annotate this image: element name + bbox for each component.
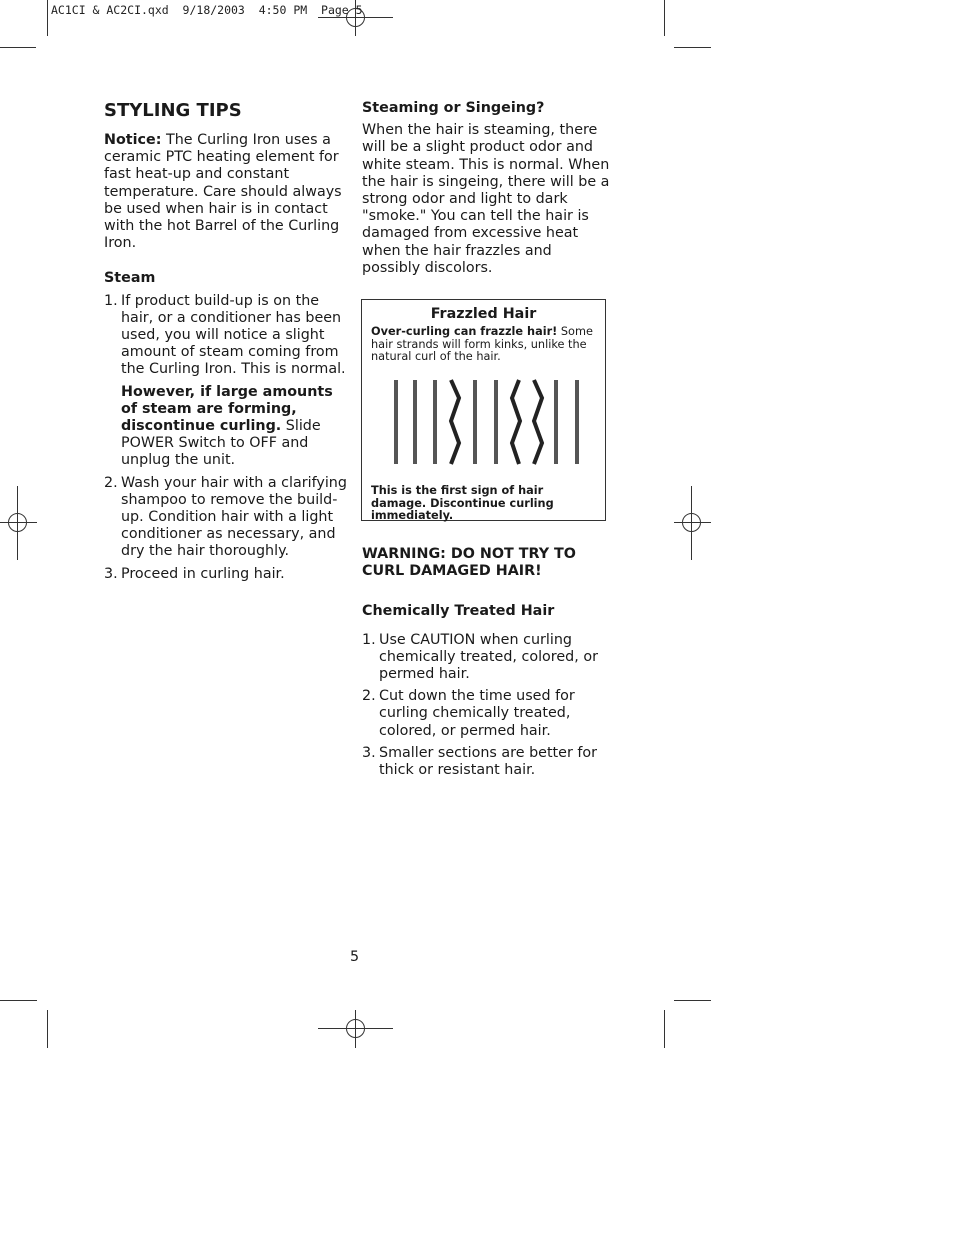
box-title: Frazzled Hair [430,306,537,322]
notice-label: Notice: [104,132,162,148]
item-text: Wash your hair with a clarifying shampoo to remove the build-up. Condition hair with a light conditioner as necessary, and dry the hair thoroughly. [121,474,347,560]
item-text: Smaller sections are better for thick or resistant hair. [379,744,598,779]
caution-rest: Slide POWER Switch to OFF and unplug the unit. [121,418,321,469]
box-intro-rest: Some hair strands will form kinks, unlike the natural curl of the hair. [371,325,593,364]
item-number: 2. [104,474,118,491]
steaming-heading: Steaming or Singeing? [362,100,545,116]
chem-heading: Chemically Treated Hair [362,603,555,620]
item-number: 1. [104,292,118,309]
item-number: 3. [104,565,118,582]
item-number: 3. [362,744,376,761]
item-text: Use CAUTION when curling chemically treated, colored, or permed hair. [379,631,598,683]
item-text: If product build-up is on the hair, or a conditioner has been used, you will notice a slight amount of steam coming from the Curling Iron. This is normal. [121,292,346,378]
box-intro-bold: Over-curling can frazzle hair! [371,325,558,338]
print-slug: AC1CI & AC2CI.qxd 9/18/2003 4:50 PM Page 5 [51,3,363,17]
page-number: 5 [350,949,360,965]
item-text: Cut down the time used for curling chemically treated, colored, or permed hair. [379,688,575,739]
notice-text: The Curling Iron uses a ceramic PTC heating element for fast heat-up and constant temperature. Care should always be used when hair is in contact with the hot Barrel of the Curling Iron. [104,132,342,252]
caution-bold: However, if large amounts of steam are forming, discontinue curling. [121,383,333,435]
item-text: Proceed in curling hair. [121,565,285,582]
section-title: STYLING TIPS [104,100,242,121]
item-number: 2. [362,688,376,705]
steam-heading: Steam [104,270,156,287]
item-number: 1. [362,631,376,648]
warning-text: WARNING: DO NOT TRY TO CURL DAMAGED HAIR! [362,546,576,580]
box-footer: This is the first sign of hair damage. Discontinue curling immediately. [371,484,554,523]
steaming-paragraph: When the hair is steaming, there will be a slight product odor and white steam. This is normal. When the hair is singeing, there will be a strong odor and light to dark "smoke." You can tell the hair is damaged from excessive heat when the hair frazzles and possibly discolors. [362,122,610,276]
